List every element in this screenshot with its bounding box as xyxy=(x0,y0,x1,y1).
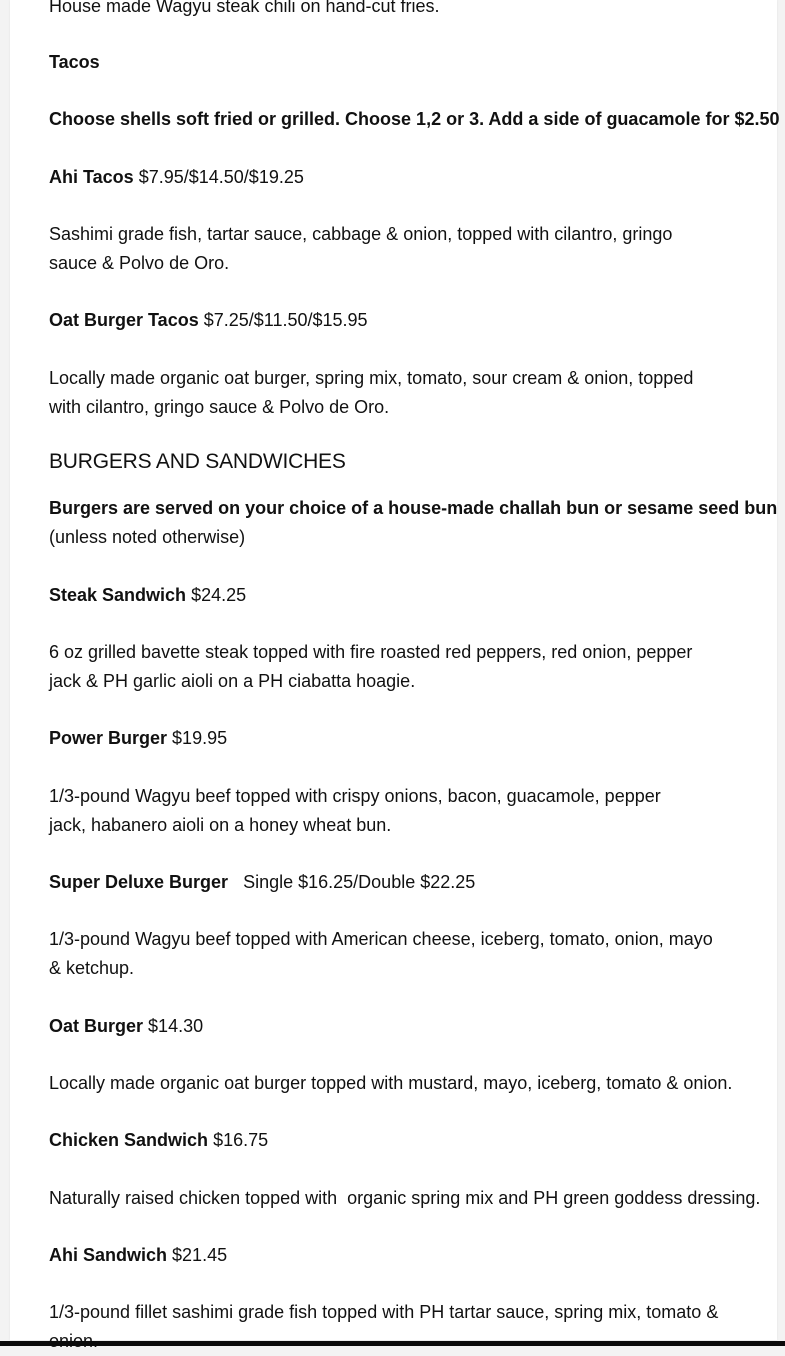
burgers-note-bold: Burgers are served on your choice of a house-made challah bun or sesame seed bun xyxy=(49,498,778,518)
tacos-heading: Tacos xyxy=(49,52,100,72)
item-name: Oat Burger Tacos xyxy=(49,310,199,330)
menu-item-power-burger xyxy=(49,724,739,753)
item-description: Locally made organic oat burger topped with mustard, mayo, iceberg, tomato & onion. xyxy=(49,1073,733,1093)
chili-fries-description: House made Wagyu steak chili on hand-cut fries. xyxy=(49,0,440,16)
item-name: Ahi Tacos xyxy=(49,167,134,187)
item-description: 1/3-pound Wagyu beef topped with American cheese, iceberg, tomato, onion, mayo & ketchup. xyxy=(49,929,713,978)
section-heading-burgers: BURGERS AND SANDWICHES xyxy=(49,450,346,473)
menu-item-oat-burger xyxy=(49,1012,739,1041)
menu-item-oat-burger-tacos xyxy=(49,306,739,335)
item-name: Steak Sandwich xyxy=(49,585,187,605)
item-price: $7.25/$11.50/$15.95 xyxy=(203,310,368,330)
menu-item-steak-sandwich xyxy=(49,581,739,610)
menu-item-ahi-sandwich xyxy=(49,1241,739,1270)
item-description: Sashimi grade fish, tartar sauce, cabbage & onion, topped with cilantro, gringo sauce & Polvo de Oro. xyxy=(49,224,673,273)
item-description: Locally made organic oat burger, spring mix, tomato, sour cream & onion, topped with cilantro, gringo sauce & Polvo de Oro. xyxy=(49,368,694,417)
item-price: Single $16.25/Double $22.25 xyxy=(243,872,476,892)
item-name: Oat Burger xyxy=(49,1016,144,1036)
item-price: $19.95 xyxy=(172,728,228,748)
menu-item-super-deluxe-burger xyxy=(49,868,739,897)
bottom-edge-bar xyxy=(0,1341,785,1346)
item-name: Ahi Sandwich xyxy=(49,1245,168,1265)
menu-item-chicken-sandwich xyxy=(49,1126,739,1155)
item-description: Naturally raised chicken topped with organic spring mix and PH green goddess dressing. xyxy=(49,1188,761,1208)
item-price: $21.45 xyxy=(172,1245,228,1265)
menu-item-ahi-tacos xyxy=(49,163,739,192)
item-price: $16.75 xyxy=(213,1130,269,1150)
tacos-note: Choose shells soft fried or grilled. Choose 1,2 or 3. Add a side of guacamole for $2.50 xyxy=(49,109,780,129)
item-price: $14.30 xyxy=(148,1016,204,1036)
item-name: Super Deluxe Burger xyxy=(49,872,229,892)
item-name: Chicken Sandwich xyxy=(49,1130,209,1150)
item-description: 1/3-pound Wagyu beef topped with crispy onions, bacon, guacamole, pepper jack, habanero aioli on a honey wheat bun. xyxy=(49,786,661,835)
item-description: 6 oz grilled bavette steak topped with fire roasted red peppers, red onion, pepper jack & PH garlic aioli on a PH ciabatta hoagie. xyxy=(49,642,693,691)
item-price: $7.95/$14.50/$19.25 xyxy=(138,167,304,187)
item-price: $24.25 xyxy=(191,585,247,605)
item-description: 1/3-pound fillet sashimi grade fish topped with PH tartar sauce, spring mix, tomato & xyxy=(49,1302,719,1322)
item-name: Power Burger xyxy=(49,728,168,748)
burgers-note-rest: (unless noted otherwise) xyxy=(49,527,246,547)
